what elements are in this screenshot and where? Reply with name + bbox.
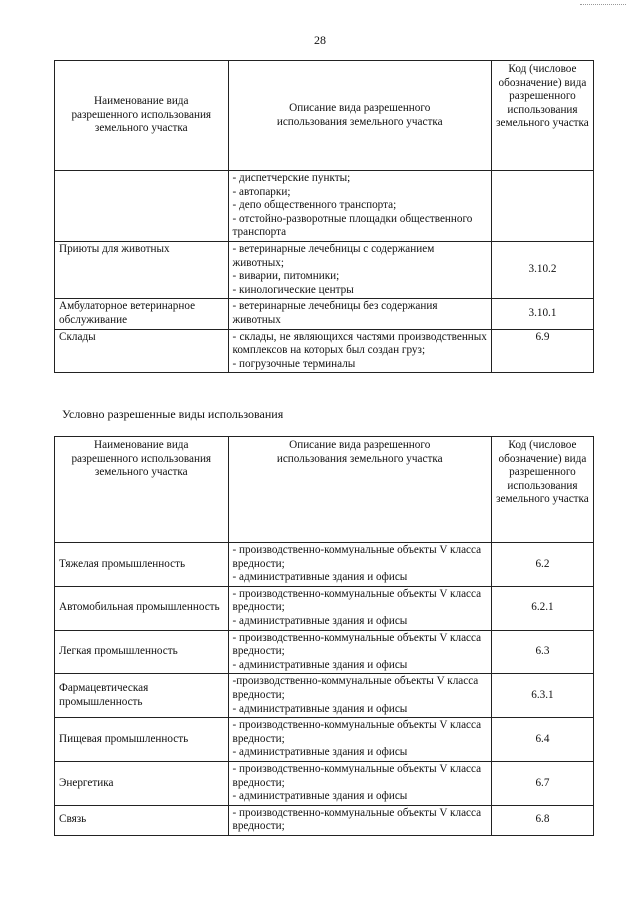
description-line: - административные здания и офисы (232, 790, 408, 803)
description-line: - административные здания и офисы (232, 614, 408, 627)
description-line: - кинологические центры (232, 283, 354, 296)
use-code: 6.3 (491, 630, 593, 674)
use-name: Энергетика (55, 761, 229, 805)
use-name: Склады (55, 329, 229, 373)
use-name: Пищевая промышленность (55, 718, 229, 762)
table-row (55, 674, 594, 718)
use-name: Связь (55, 805, 229, 835)
use-code: 6.8 (491, 805, 593, 835)
description-line: -производственно-коммунальные объекты V класса вредности; (232, 675, 479, 701)
use-code: 6.2.1 (491, 586, 593, 630)
use-name (55, 171, 229, 242)
description-line: - отстойно-разворотные площадки общественного транспорта (232, 212, 473, 239)
description-line: - диспетчерские пункты; (232, 172, 351, 184)
conditional-uses-table (54, 436, 594, 836)
table-header-row (55, 61, 594, 171)
use-name: Приюты для животных (55, 241, 229, 298)
use-name: Тяжелая промышленность (55, 543, 229, 587)
table-row (55, 241, 594, 298)
use-name: Амбулаторное ветеринарное обслуживание (55, 299, 229, 329)
table-header-row (55, 437, 594, 543)
table-row (55, 805, 594, 835)
use-description (228, 171, 491, 242)
permitted-uses-table (54, 60, 594, 373)
description-line: - производственно-коммунальные объекты V класса вредности; (232, 587, 482, 614)
use-name: Легкая промышленность (55, 630, 229, 674)
use-code: 6.7 (491, 761, 593, 805)
header-name: Наименование вида разрешенного использования земельного участка (55, 437, 229, 543)
use-description (228, 805, 491, 835)
page-number: 28 (314, 33, 326, 47)
scan-edge-mark (580, 4, 626, 11)
use-code: 6.9 (491, 329, 593, 373)
use-description (228, 761, 491, 805)
description-line: - производственно-коммунальные объекты V класса вредности; (232, 719, 482, 745)
table-row (55, 543, 594, 587)
description-line: - административные здания и офисы (232, 746, 408, 759)
description-line: - производственно-коммунальные объекты V класса вредности; (232, 544, 482, 570)
section-subtitle: Условно разрешенные виды использования (62, 407, 284, 421)
table-row (55, 171, 594, 242)
description-line: - депо общественного транспорта; (232, 199, 397, 212)
description-line: - автопарки; (232, 185, 291, 198)
header-code: Код (числовое обозначение) вида разрешенного использования земельного участка (491, 437, 593, 543)
header-desc: Описание вида разрешенного использования земельного участка (228, 61, 491, 171)
use-description (228, 329, 491, 373)
description-line: - ветеринарные лечебницы без содержания животных (232, 300, 438, 326)
use-code: 6.4 (491, 718, 593, 762)
header-name: Наименование вида разрешенного использования земельного участка (55, 61, 229, 171)
table-row (55, 299, 594, 329)
table-row (55, 329, 594, 373)
description-line: - административные здания и офисы (232, 702, 408, 715)
use-code: 3.10.2 (491, 241, 593, 298)
description-line: - погрузочные терминалы (232, 357, 356, 370)
description-line: - административные здания и офисы (232, 571, 408, 584)
use-name: Фармацевтическая промышленность (55, 674, 229, 718)
table-row (55, 586, 594, 630)
description-line: - производственно-коммунальные объекты V класса вредности; (232, 631, 482, 658)
table-row (55, 718, 594, 762)
use-description (228, 718, 491, 762)
use-code: 6.3.1 (491, 674, 593, 718)
description-line: - административные здания и офисы (232, 658, 408, 671)
use-description (228, 586, 491, 630)
description-line: - производственно-коммунальные объекты V класса вредности; (232, 806, 482, 833)
use-description (228, 630, 491, 674)
use-description (228, 299, 491, 329)
use-description (228, 241, 491, 298)
description-line: - ветеринарные лечебницы с содержанием животных; (232, 242, 435, 269)
use-code: 3.10.1 (491, 299, 593, 329)
use-description (228, 543, 491, 587)
header-desc: Описание вида разрешенного использования земельного участка (228, 437, 491, 543)
table-row (55, 761, 594, 805)
use-code (491, 171, 593, 242)
header-code: Код (числовое обозначение) вида разрешенного использования земельного участка (491, 61, 593, 171)
description-line: - виварии, питомники; (232, 270, 340, 283)
description-line: - производственно-коммунальные объекты V класса вредности; (232, 762, 482, 789)
use-name: Автомобильная промышленность (55, 586, 229, 630)
table-row (55, 630, 594, 674)
description-line: - склады, не являющихся частями производственных комплексов на которых был создан груз; (232, 330, 487, 357)
use-description (228, 674, 491, 718)
use-code: 6.2 (491, 543, 593, 587)
